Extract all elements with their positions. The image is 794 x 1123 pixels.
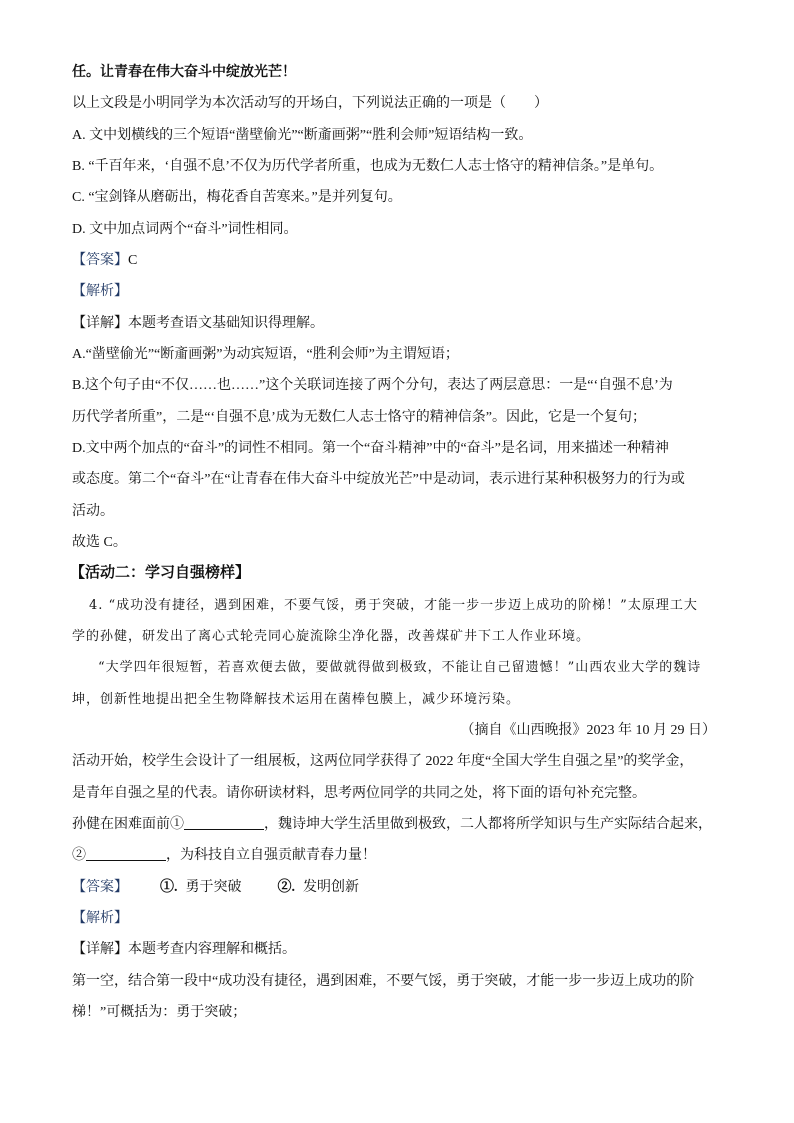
q3-detail-line: 【详解】本题考查语文基础知识得理解。 (72, 315, 324, 331)
q4-fill-line-2 (72, 840, 722, 871)
q4-detail-line: 梯！”可概括为：勇于突破； (72, 1004, 247, 1020)
q3-stem: 以上文段是小明同学为本次活动写的开场白，下列说法正确的一项是（ ） (72, 96, 548, 112)
q4-detail-line: 第一空，结合第一段中“成功没有捷径，遇到困难，不要气馁，勇于突破，才能一步一步迈上成功的阶 (72, 973, 695, 989)
q4-material-line: “大学四年很短暂，若喜欢便去做，要做就得做到极致，不能让自己留遗憾！”山西农业大学的魏诗 (98, 660, 702, 676)
answer-number: ①. (160, 879, 178, 895)
answer-number: ②. (277, 879, 295, 895)
page-content (72, 57, 722, 1028)
fill-text: 孙健在困难面前① (72, 816, 184, 832)
section-title: 【活动二：学习自强榜样】 (70, 565, 251, 582)
q3-detail-line: 活动。 (72, 503, 114, 519)
q3-option-a: A. 文中划横线的三个短语“凿壁偷光”“断齑画粥”“胜利会师”短语结构一致。 (72, 127, 533, 143)
fill-text: ② (72, 848, 86, 864)
q4-stem-line: 是青年自强之星的代表。请你研读材料，思考两位同学的共同之处，将下面的语句补充完整。 (72, 785, 646, 801)
answer-label: 【答案】 (72, 252, 128, 268)
answer-label: 【答案】 (72, 879, 128, 895)
answer-value: C (128, 252, 138, 268)
q4-detail-line: 【详解】本题考查内容理解和概括。 (72, 942, 296, 958)
answer-text: 发明创新 (303, 879, 359, 895)
q3-detail-line: 历代学者所重”，二是“‘自强不息’成为无数仁人志士恪守的精神信条”。因此，它是一个复句； (72, 409, 646, 425)
q3-answer-line (72, 245, 722, 276)
q3-option-d: D. 文中加点词两个“奋斗”词性相同。 (72, 221, 298, 237)
q3-option-b: B. “千百年来，‘自强不息’不仅为历代学者所重，也成为无数仁人志士恪守的精神信条。”是单句。 (72, 158, 664, 174)
q3-passage-tail: 任。让青春在伟大奋斗中绽放光芒！ (72, 64, 296, 80)
answer-text: 勇于突破 (185, 879, 242, 895)
q4-material-line: 4. “成功没有捷径，遇到困难，不要气馁，勇于突破，才能一步一步迈上成功的阶梯！”太原理工大 (89, 597, 698, 613)
q4-material-line: 坤，创新性地提出把全生物降解技术运用在菌棒包膜上，减少环境污染。 (72, 691, 521, 707)
q3-detail-line: 或态度。第二个“奋斗”在“让青春在伟大奋斗中绽放光芒”中是动词，表示进行某种积极努力的行为或 (72, 472, 685, 488)
fill-text: ，魏诗坤大学生活里做到极致，二人都将所学知识与生产实际结合起来， (264, 816, 712, 832)
q4-stem-line: 活动开始，校学生会设计了一组展板，这两位同学获得了 2022 年度“全国大学生自强之星”的奖学金， (72, 754, 694, 770)
q3-option-c: C. “宝剑锋从磨砺出，梅花香自苦寒来。”是并列复句。 (72, 190, 402, 206)
q4-source: （摘自《山西晚报》2023 年 10 月 29 日） (460, 722, 716, 738)
q4-material-line: 学的孙健，研发出了离心式轮壳同心旋流除尘净化器，改善煤矿井下工人作业环境。 (72, 628, 591, 644)
fill-text: ，为科技自立自强贡献青春力量！ (166, 848, 376, 864)
answer-blank-1 (184, 813, 264, 830)
q3-conclusion: 故选 C。 (72, 534, 127, 550)
analysis-label: 【解析】 (72, 910, 128, 926)
q3-detail-line: D.文中两个加点的“奋斗”的词性不相同。第一个“奋斗精神”中的“奋斗”是名词，用来描述一种精神 (72, 440, 669, 456)
q4-fill-line-1 (72, 809, 722, 840)
analysis-label: 【解析】 (72, 284, 128, 300)
q4-answer-line (72, 872, 722, 903)
answer-blank-2 (86, 844, 166, 861)
q3-detail-line: A.“凿壁偷光”“断齑画粥”为动宾短语，“胜利会师”为主谓短语； (72, 346, 459, 362)
q3-detail-line: B.这个句子由“不仅……也……”这个关联词连接了两个分句，表达了两层意思：一是“‘自强不息’为 (72, 378, 673, 394)
